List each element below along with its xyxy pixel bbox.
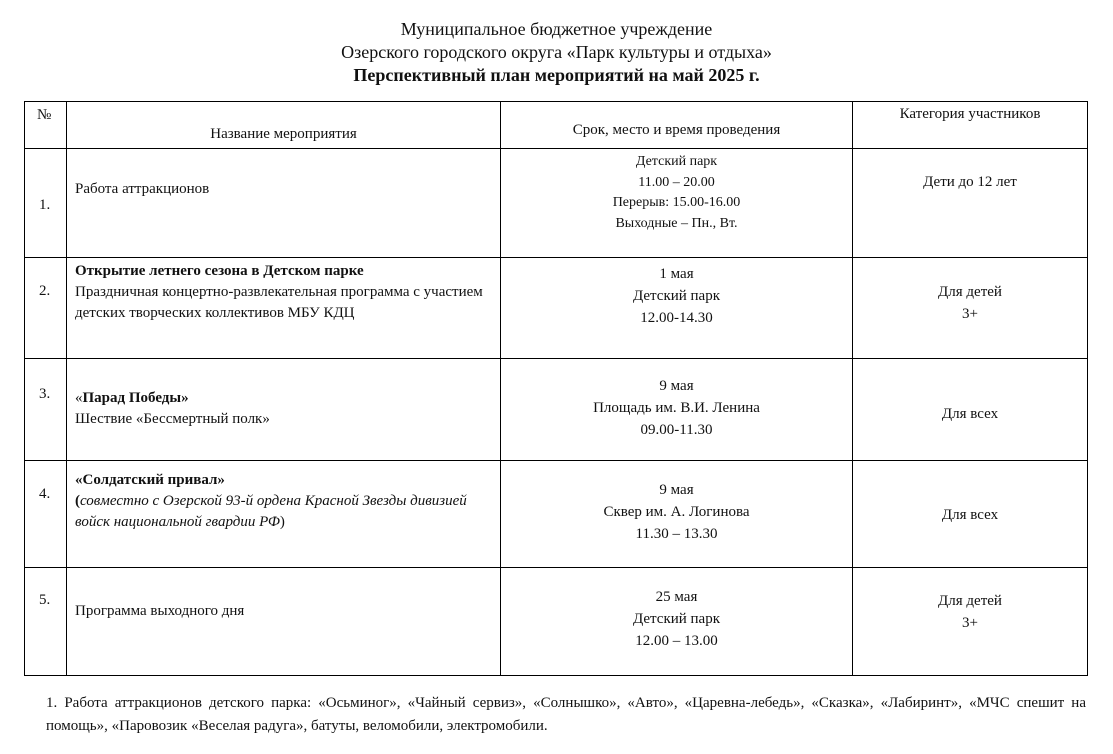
events-table xyxy=(24,101,1088,676)
category-line: Для всех xyxy=(941,406,999,422)
document-header xyxy=(0,18,1113,87)
event-partner-note: совместно с Озерской 93-й ордена Красной Звезды дивизией войск национальной гвардии РФ xyxy=(75,493,467,530)
table-row xyxy=(25,149,1088,258)
event-title: Открытие летнего сезона в Детском парке xyxy=(75,263,364,279)
category-line: Для всех xyxy=(941,507,999,523)
event-name xyxy=(67,359,501,461)
event-title: Программа выходного дня xyxy=(75,603,245,619)
event-time: 12.00-14.30 xyxy=(640,310,713,326)
event-place: Детский парк xyxy=(632,611,721,627)
event-date: 9 мая xyxy=(659,378,694,394)
event-name xyxy=(67,461,501,568)
row-number: 1. xyxy=(25,149,67,258)
row-number: 5. xyxy=(25,568,67,676)
event-time: 11.30 – 13.30 xyxy=(635,526,718,542)
event-description: Шествие «Бессмертный полк» xyxy=(75,411,270,427)
event-place: Сквер им. А. Логинова xyxy=(603,504,750,520)
event-days-off: Выходные – Пн., Вт. xyxy=(615,215,738,231)
row-number: 2. xyxy=(25,258,67,359)
category-line: Для детей xyxy=(938,284,1002,300)
column-header-category: Категория участников xyxy=(853,102,1088,149)
event-date: 1 мая xyxy=(659,266,694,282)
org-line-2: Озерского городского округа «Парк культуры и отдыха» xyxy=(341,42,772,62)
event-title: Парад Победы» xyxy=(82,390,189,406)
event-time: 09.00-11.30 xyxy=(640,422,713,438)
event-place: Детский парк xyxy=(635,154,718,169)
event-category xyxy=(853,258,1088,359)
paren-close: ) xyxy=(279,514,285,530)
event-time: 11.00 – 20.00 xyxy=(638,174,715,190)
event-when xyxy=(501,359,853,461)
event-title: Работа аттракционов xyxy=(75,181,210,197)
event-category xyxy=(853,461,1088,568)
event-title: «Солдатский привал» xyxy=(75,472,225,488)
category-line: Для детей xyxy=(938,593,1002,609)
event-when xyxy=(501,461,853,568)
event-category xyxy=(853,359,1088,461)
category-age: 3+ xyxy=(962,306,978,322)
table-header-row xyxy=(25,102,1088,149)
event-break: Перерыв: 15.00-16.00 xyxy=(612,195,741,210)
category-age: 3+ xyxy=(962,615,978,631)
table-row xyxy=(25,258,1088,359)
column-header-when: Срок, место и время проведения xyxy=(501,102,853,149)
column-header-name: Название мероприятия xyxy=(67,102,501,149)
column-header-num: № xyxy=(25,102,67,149)
event-name xyxy=(67,258,501,359)
event-description: Праздничная концертно-развлекательная программа с участием детских творческих коллективов МБУ КДЦ xyxy=(75,284,483,321)
table-row xyxy=(25,359,1088,461)
event-when xyxy=(501,568,853,676)
event-time: 12.00 – 13.00 xyxy=(635,633,718,649)
event-when xyxy=(501,258,853,359)
row-number: 3. xyxy=(25,359,67,461)
category-line: Дети до 12 лет xyxy=(923,174,1017,190)
event-when xyxy=(501,149,853,258)
table-row xyxy=(25,568,1088,676)
table-row xyxy=(25,461,1088,568)
event-place: Площадь им. В.И. Ленина xyxy=(593,400,760,416)
event-name xyxy=(67,568,501,676)
event-title-quote: « xyxy=(75,390,83,406)
org-line-1: Муниципальное бюджетное учреждение xyxy=(400,19,713,39)
event-date: 9 мая xyxy=(659,482,694,498)
event-category xyxy=(853,568,1088,676)
event-place: Детский парк xyxy=(632,288,721,304)
paren-open: ( xyxy=(75,493,80,509)
row-number: 4. xyxy=(25,461,67,568)
document-title: Перспективный план мероприятий на май 2025 г. xyxy=(353,65,760,85)
event-name xyxy=(67,149,501,258)
event-date: 25 мая xyxy=(655,589,698,605)
event-category xyxy=(853,149,1088,258)
footnote: 1. Работа аттракционов детского парка: «Осьминог», «Чайный сервиз», «Солнышко», «Авто», «Царевна-лебедь», «Сказка», «Лабиринт», «МЧС спешит на помощь», «Паровозик «Веселая радуга», батуты, веломобили, электромобили. xyxy=(46,695,1086,734)
